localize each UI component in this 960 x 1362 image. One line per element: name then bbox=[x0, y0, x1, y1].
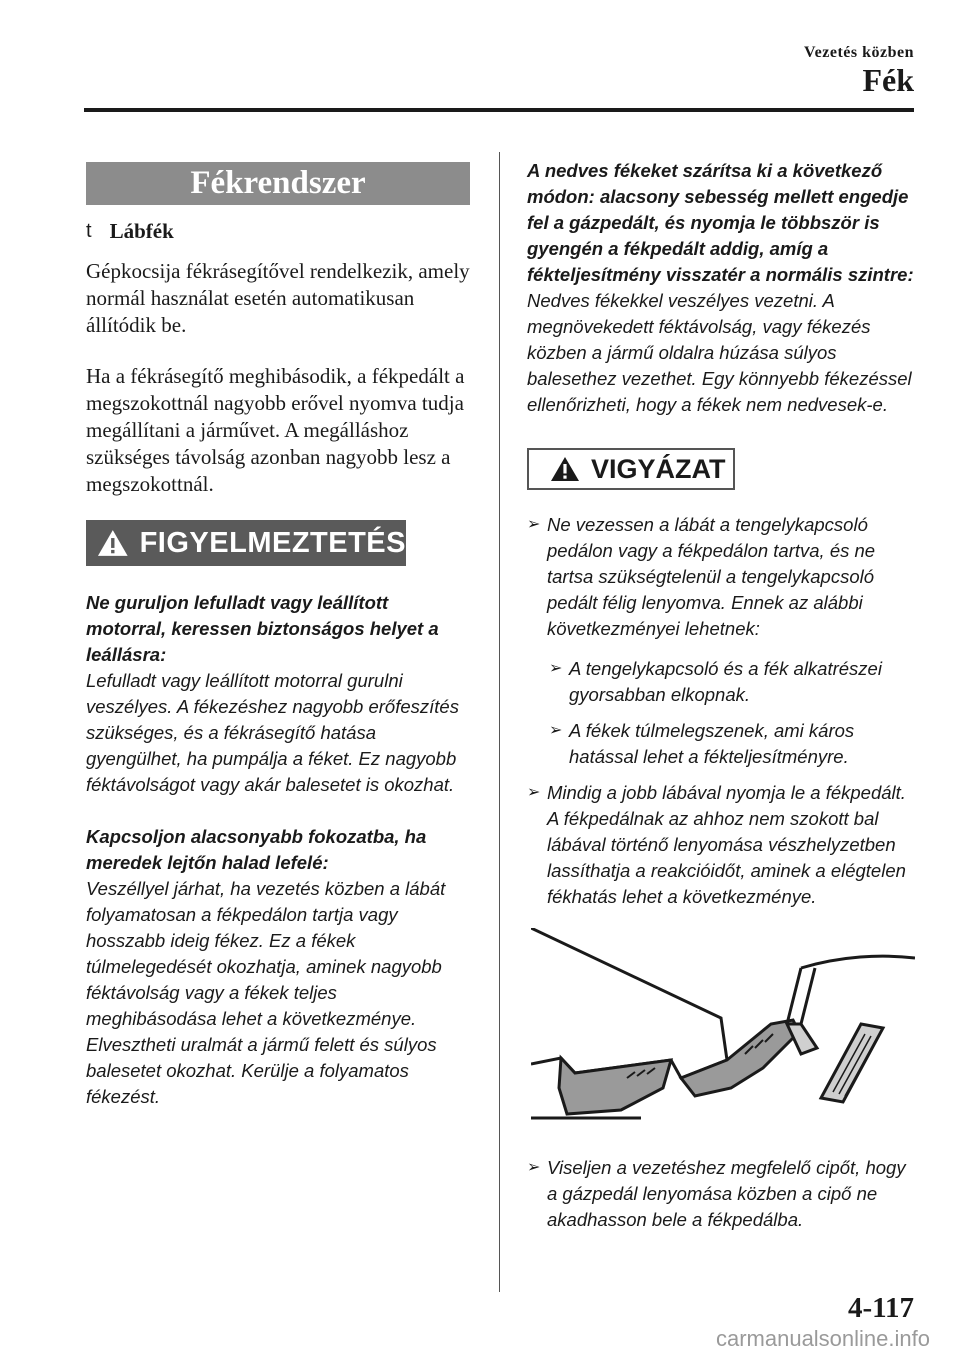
page-number: 4-117 bbox=[847, 1292, 914, 1324]
caution-item-3 bbox=[527, 1155, 919, 1233]
caution-item-3-text: Viseljen a vezetéshez megfelelő cipőt, hogy a gázpedál lenyomása közben a cipő ne akadhasson bele a fékpedálba. bbox=[547, 1157, 906, 1230]
column-divider bbox=[499, 152, 500, 1292]
subheading-bullet: t bbox=[86, 220, 92, 242]
page-title: Fék bbox=[862, 62, 914, 98]
warning-item-2-title: Kapcsoljon alacsonyabb fokozatba, ha meredek lejtőn halad lefelé: bbox=[86, 826, 427, 873]
warning-triangle-icon bbox=[96, 528, 130, 558]
caution-triangle-icon bbox=[549, 455, 581, 483]
caution-list bbox=[527, 512, 919, 1233]
caution-header bbox=[527, 448, 735, 490]
chapter-title: Vezetés közben bbox=[804, 44, 914, 61]
header-rule bbox=[84, 108, 914, 112]
paragraph-1: Gépkocsija fékrásegítővel rendelkezik, amely normál használat esetén automatikusan állítódik be. bbox=[86, 259, 470, 337]
caution-item-1a bbox=[549, 656, 919, 708]
caution-item-2 bbox=[527, 780, 919, 910]
bullet-arrow-icon: ➢ bbox=[549, 722, 563, 739]
bullet-arrow-icon: ➢ bbox=[527, 784, 541, 801]
bullet-arrow-icon: ➢ bbox=[527, 1159, 541, 1176]
bullet-arrow-icon: ➢ bbox=[549, 660, 563, 677]
bullet-arrow-icon: ➢ bbox=[527, 516, 541, 533]
caution-label: VIGYÁZAT bbox=[591, 453, 726, 484]
caution-item-1a-text: A tengelykapcsoló és a fék alkatrészei gyorsabban elkopnak. bbox=[569, 658, 882, 705]
warning-item-3-body: Nedves fékekkel veszélyes vezetni. A megnövekedett féktávolság, vagy fékezés közben a jármű oldalra húzása súlyos balesethez vezethet. Egy könnyebb fékezéssel ellenőrizheti, hogy a fékek nem nedvesek-e. bbox=[527, 290, 912, 415]
warning-item-1-body: Lefulladt vagy leállított motorral gurulni veszélyes. A fékezéshez nagyobb erőfeszítés szükséges, és a fékrásegítő hatása gyengülhet, ha pumpálja a féket. Ez nagyobb féktávolságot vagy akár balesetet is okozhat. bbox=[86, 670, 459, 795]
warning-header bbox=[86, 520, 406, 566]
right-column bbox=[527, 158, 919, 1233]
warning-item-2-body: Veszéllyel járhat, ha vezetés közben a lábát folyamatosan a fékpedálon tartja vagy hosszabb ideig fékez. Ez a fékek túlmelegedését okozhatja, aminek nagyobb féktávolság vagy a fékek teljes meghibásodása lehet a következménye. Elvesztheti uralmát a jármű felett és súlyos balesetet okozhat. Kerülje a folyamatos fékezést. bbox=[86, 878, 446, 1107]
warning-item-3-title: A nedves fékeket szárítsa ki a következő módon: alacsony sebesség mellett engedje fel a gázpedált, és nyomja le többször is gyengén a fékpedált addig, amíg a fékteljesítmény visszatér a normális szintre: bbox=[527, 160, 914, 285]
warning-item-1 bbox=[86, 590, 472, 798]
caution-item-1-text: Ne vezessen a lábát a tengelykapcsoló pedálon vagy a fékpedálon tartva, és ne tartsa szükségtelenül a tengelykapcsoló pedált félig lenyomva. Ennek az alábbi következményei lehetnek: bbox=[547, 514, 876, 639]
warning-label: FIGYELMEZTETÉS bbox=[139, 526, 406, 559]
left-column bbox=[86, 162, 472, 1110]
watermark: carmanualsonline.info bbox=[715, 1326, 930, 1351]
warning-item-2 bbox=[86, 824, 472, 1110]
caution-item-2-text: Mindig a jobb lábával nyomja le a fékpedált. A fékpedálnak az ahhoz nem szokott bal lábával történő lenyomása vészhelyzetben lassíthatja a reakcióidőt, aminek a elégtelen fékhatás lehet a következménye. bbox=[547, 782, 906, 907]
pedal-illustration bbox=[531, 928, 915, 1138]
caution-item-1 bbox=[527, 512, 919, 642]
subheading-text: Lábfék bbox=[109, 219, 174, 243]
section-title: Fékrendszer bbox=[86, 162, 470, 205]
warning-item-1-title: Ne guruljon lefulladt vagy leállított motorral, keressen biztonságos helyet a leállásra: bbox=[86, 592, 439, 665]
caution-item-1b-text: A fékek túlmelegszenek, ami káros hatással lehet a fékteljesítményre. bbox=[569, 720, 855, 767]
paragraph-2: Ha a fékrásegítő meghibásodik, a fékpedált a megszokottnál nagyobb erővel nyomva tudja megállítani a járművet. A megálláshoz szükséges távolság azonban nagyobb lesz a megszokottnál. bbox=[86, 364, 465, 496]
caution-item-1b bbox=[549, 718, 919, 770]
warning-item-3 bbox=[527, 158, 919, 418]
subheading bbox=[86, 219, 472, 244]
